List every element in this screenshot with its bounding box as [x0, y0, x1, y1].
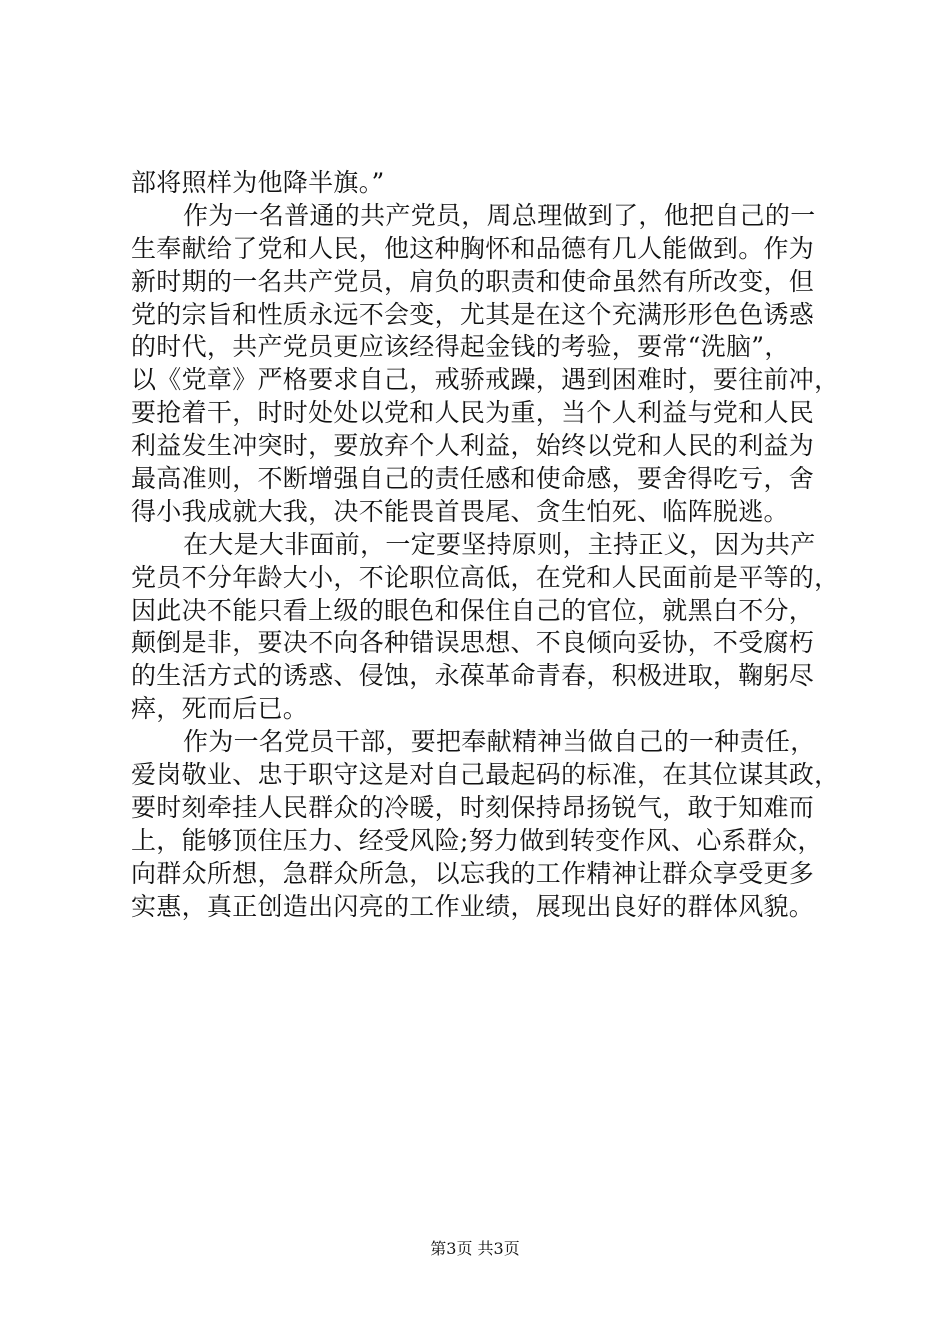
body-text-line: 要时刻牵挂人民群众的冷暖，时刻保持昂扬锐气，敢于知难而 — [131, 792, 815, 822]
body-text-line: 新时期的一名共产党员，肩负的职责和使命虽然有所改变，但 — [131, 266, 815, 296]
body-text-line: 部将照样为他降半旗。” — [131, 168, 385, 197]
body-text-line: 颠倒是非，要决不向各种错误思想、不良倾向妥协，不受腐朽 — [131, 628, 815, 658]
body-text-line: 最高准则，不断增强自己的责任感和使命感，要舍得吃亏，舍 — [131, 464, 815, 494]
body-text-line: 得小我成就大我，决不能畏首畏尾、贪生怕死、临阵脱逃。 — [131, 496, 789, 526]
body-text-line: 向群众所想，急群众所急，以忘我的工作精神让群众享受更多 — [131, 858, 815, 888]
body-text-line: 上，能够顶住压力、经受风险;努力做到转变作风、心系群众， — [131, 825, 823, 855]
body-text-line: 的时代，共产党员更应该经得起金钱的考验，要常“洗脑”， — [131, 332, 790, 362]
body-text-line: 以《党章》严格要求自己，戒骄戒躁，遇到困难时，要往前冲， — [131, 365, 840, 395]
body-text-line: 因此决不能只看上级的眼色和保住自己的官位，就黑白不分， — [131, 595, 815, 625]
body-text-line: 要抢着干，时时处处以党和人民为重，当个人利益与党和人民 — [131, 398, 815, 428]
body-text-line: 利益发生冲突时，要放弃个人利益，始终以党和人民的利益为 — [131, 431, 815, 461]
document-body — [131, 167, 840, 923]
body-text-line: 生奉献给了党和人民，他这种胸怀和品德有几人能做到。作为 — [131, 233, 815, 263]
paragraph-first-line: 作为一名普通的共产党员，周总理做到了，他把自己的一 — [183, 200, 816, 230]
body-text-line: 的生活方式的诱惑、侵蚀，永葆革命青春，积极进取，鞠躬尽 — [131, 661, 815, 691]
paragraph-first-line: 作为一名党员干部，要把奉献精神当做自己的一种责任， — [183, 727, 816, 757]
body-text-line: 党员不分年龄大小，不论职位高低，在党和人民面前是平等的， — [131, 562, 840, 592]
body-text-line: 实惠，真正创造出闪亮的工作业绩，展现出良好的群体风貌。 — [131, 891, 815, 921]
body-text-line: 党的宗旨和性质永远不会变，尤其是在这个充满形形色色诱惑 — [131, 299, 815, 329]
page-number-footer: 第3页 共3页 — [430, 1239, 520, 1258]
paragraph-first-line: 在大是大非面前，一定要坚持原则，主持正义，因为共产 — [183, 529, 816, 559]
body-text-line: 爱岗敬业、忠于职守这是对自己最起码的标准，在其位谋其政， — [131, 760, 840, 790]
body-text-line: 瘁，死而后已。 — [131, 694, 309, 724]
